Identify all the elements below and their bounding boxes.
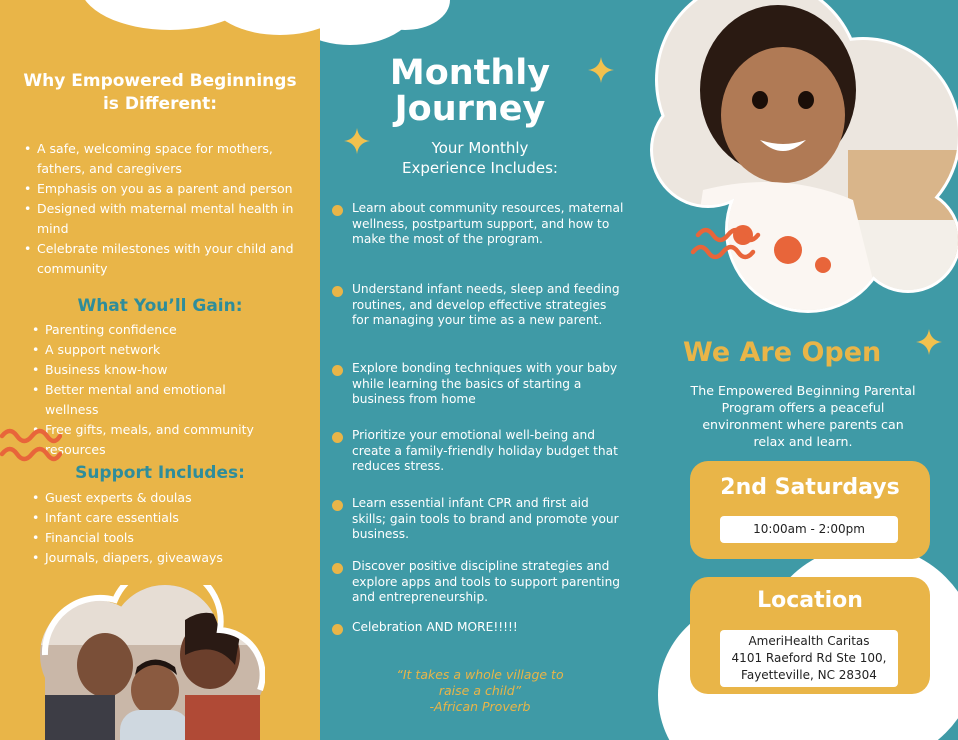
list-item-text: Explore bonding techniques with your baby while learning the basics of starting a business from home (352, 361, 618, 406)
quote-line-2: raise a child” (438, 683, 522, 698)
bullet-dot-icon (332, 563, 343, 574)
gain-list (30, 320, 275, 460)
bullet-dot-icon (332, 365, 343, 376)
location-heading: Location (757, 588, 863, 613)
page-title (380, 55, 560, 127)
list-item: • Free gifts, meals, and community resources (30, 420, 275, 460)
list-item (332, 282, 624, 329)
list-item (332, 559, 624, 606)
middle-panel (320, 0, 638, 740)
bullet-dot-icon (332, 205, 343, 216)
list-item-text: Prioritize your emotional well-being and create a family-friendly holiday budget that reduces stress. (352, 428, 618, 473)
list-item: • Emphasis on you as a parent and person (22, 179, 307, 199)
list-item (332, 620, 624, 636)
different-heading-line-2: is Different: (102, 94, 218, 114)
bullet-dot-icon (332, 286, 343, 297)
address-line: 4101 Raeford Rd Ste 100, (731, 651, 887, 665)
right-panel (638, 0, 958, 740)
support-list (30, 488, 290, 568)
family-photo-illustration (35, 585, 265, 740)
list-item: • Journals, diapers, giveaways (30, 548, 290, 568)
list-item: • Designed with maternal mental health in mind (22, 199, 307, 239)
different-heading (10, 70, 310, 116)
support-heading: Support Includes: (75, 463, 245, 483)
list-item (332, 496, 624, 543)
quote (340, 667, 620, 715)
different-heading-line-1: Why Empowered Beginnings (23, 71, 297, 91)
subtitle-line-2: Experience Includes: (402, 159, 558, 177)
list-item: • Parenting confidence (30, 320, 275, 340)
schedule-card (690, 461, 930, 559)
list-item-text: Learn about community resources, maternal wellness, postpartum support, and how to make the most of the program. (352, 201, 624, 246)
open-text-line: Program offers a peaceful (721, 400, 885, 415)
open-text-line: The Empowered Beginning Parental (690, 383, 916, 398)
bullet-dot-icon (332, 500, 343, 511)
location-address (720, 630, 898, 687)
address-line: AmeriHealth Caritas (748, 634, 870, 648)
list-item: • Business know-how (30, 360, 275, 380)
subtitle (360, 138, 600, 178)
list-item: • A support network (30, 340, 275, 360)
bullet-dot-icon (332, 432, 343, 443)
sparkle-star-icon (588, 57, 614, 83)
open-description (648, 382, 958, 450)
schedule-time: 10:00am - 2:00pm (720, 516, 898, 543)
different-list (22, 139, 307, 279)
sparkle-star-icon (916, 329, 942, 355)
list-item: • Infant care essentials (30, 508, 290, 528)
list-item-text: Understand infant needs, sleep and feeding routines, and develop effective strategies for managing your time as a new parent. (352, 282, 620, 327)
list-item (332, 201, 624, 248)
list-item: • Financial tools (30, 528, 290, 548)
family-photo (35, 585, 265, 740)
page-title-line-2: Journey (394, 89, 546, 129)
list-item: • Better mental and emotional wellness (30, 380, 275, 420)
quote-line-1: “It takes a whole village to (396, 667, 564, 682)
address-line: Fayetteville, NC 28304 (741, 668, 877, 682)
open-heading: We Are Open (683, 337, 882, 368)
quote-source: -African Proverb (429, 699, 531, 714)
gain-heading: What You’ll Gain: (77, 296, 243, 316)
list-item (332, 361, 624, 408)
open-text-line: relax and learn. (753, 434, 853, 449)
list-item-text: Celebration AND MORE!!!!! (352, 620, 518, 634)
list-item: • Guest experts & doulas (30, 488, 290, 508)
left-panel (0, 0, 320, 740)
list-item: • Celebrate milestones with your child and community (22, 239, 307, 279)
list-item (332, 428, 624, 475)
baby-photo (648, 0, 958, 315)
list-item-text: Learn essential infant CPR and first aid skills; gain tools to brand and promote your business. (352, 496, 619, 541)
page-title-line-1: Monthly (389, 53, 551, 93)
list-item-text: Discover positive discipline strategies and explore apps and tools to support parenting and entrepreneurship. (352, 559, 621, 604)
subtitle-line-1: Your Monthly (431, 139, 529, 157)
baby-photo-illustration (648, 0, 958, 315)
location-card (690, 577, 930, 694)
bullet-dot-icon (332, 624, 343, 635)
list-item: • A safe, welcoming space for mothers, fathers, and caregivers (22, 139, 307, 179)
cloud-decoration (210, 0, 320, 35)
schedule-heading: 2nd Saturdays (720, 475, 900, 500)
open-text-line: environment where parents can (702, 417, 904, 432)
